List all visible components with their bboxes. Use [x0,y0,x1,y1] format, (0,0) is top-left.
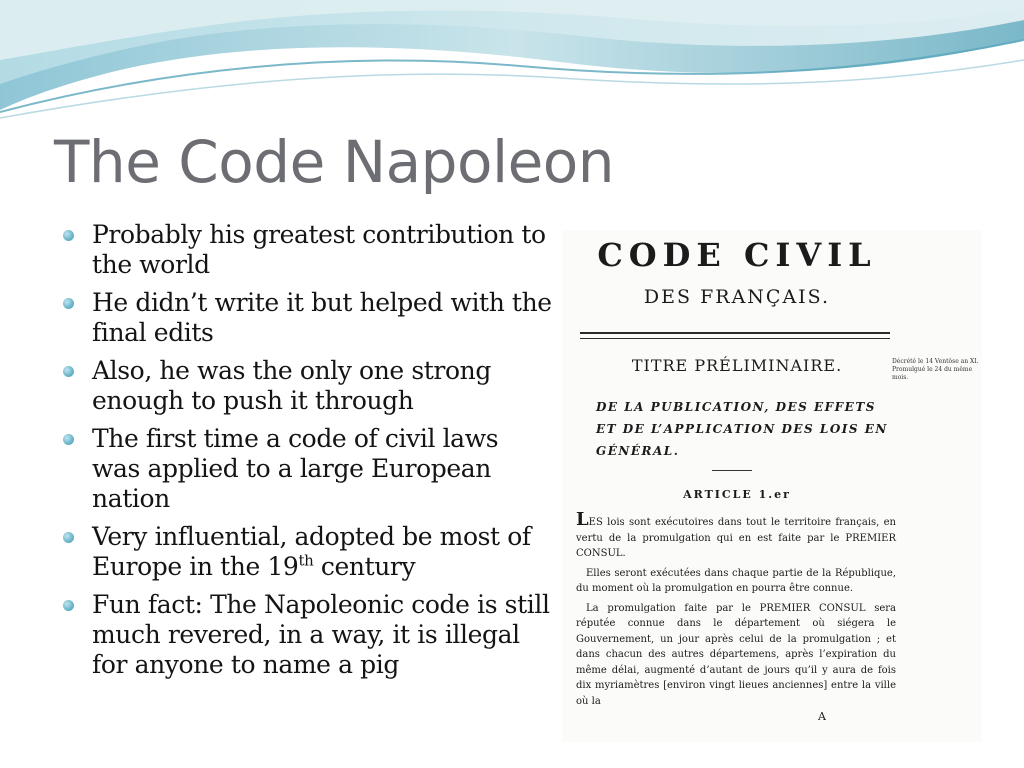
bullet-text: He didn’t write it but helped with the final edits [92,288,552,347]
document-italic-title: DE LA PUBLICATION, DES EFFETS ET DE L’APPLICATION DES LOIS EN GÉNÉRAL. [596,400,888,458]
bullet-text-start: Very influential, adopted be most of Europe in the 19 [92,522,531,581]
paragraph-text: ES lois sont exécutoires dans tout le territoire français, en vertu de la promulgation qui en est faite par le PREMIER CONSUL. [576,517,896,559]
bullet-text: The first time a code of civil laws was applied to a large European nation [92,424,499,513]
document-paragraph: Elles seront exécutées dans chaque partie de la République, du moment où la promulgation en pourra être connue. [576,567,896,594]
dropcap-letter: L [576,509,589,530]
bullet-item [62,356,552,416]
bullet-text: Also, he was the only one strong enough to push it through [92,356,491,415]
bullet-text-end: century [313,552,416,581]
document-heading: CODE CIVIL [597,236,877,274]
document-signature-mark: A [818,710,826,723]
bullet-dot-icon [63,600,74,611]
bullet-text: Probably his greatest contribution to the world [92,220,546,279]
document-section-title: TITRE PRÉLIMINAIRE. [631,356,843,375]
bullet-item [62,220,552,280]
bullet-dot-icon [63,532,74,543]
bullet-list [62,220,552,688]
bullet-dot-icon [63,434,74,445]
document-short-rule [712,470,752,471]
bullet-item [62,522,552,582]
document-paragraph [576,509,896,562]
bullet-dot-icon [63,230,74,241]
slide-title: The Code Napoleon [54,128,615,196]
bullet-superscript: th [298,551,314,570]
bullet-item [62,424,552,514]
margin-note: Décrété le 14 Ventôse an XI. [892,358,979,365]
document-article-label: ARTICLE 1.er [683,488,791,501]
code-civil-page-image [562,230,982,742]
bullet-dot-icon [63,366,74,377]
document-margin-notes [892,358,982,382]
bullet-text: Fun fact: The Napoleonic code is still much revered, in a way, it is illegal for anyone to name a pig [92,590,550,679]
decorative-wave-header [0,0,1024,120]
margin-note: Promulgué le 24 du même mois. [892,366,973,381]
document-paragraph: La promulgation faite par le PREMIER CONSUL sera réputée connue dans le département où siégera le Gouvernement, un jour après celui de la promulgation ; et dans chacun des autres départemens, après l’expiration du même délai, augmenté d’autant de jours qu’il y aura de fois dix myriamètres [environ vingt lieues anciennes] entre la ville où la [576,602,896,707]
document-subheading: DES FRANÇAIS. [643,286,831,308]
document-body [576,509,896,713]
bullet-dot-icon [63,298,74,309]
bullet-item [62,590,552,680]
document-double-rule [580,332,890,339]
bullet-item [62,288,552,348]
